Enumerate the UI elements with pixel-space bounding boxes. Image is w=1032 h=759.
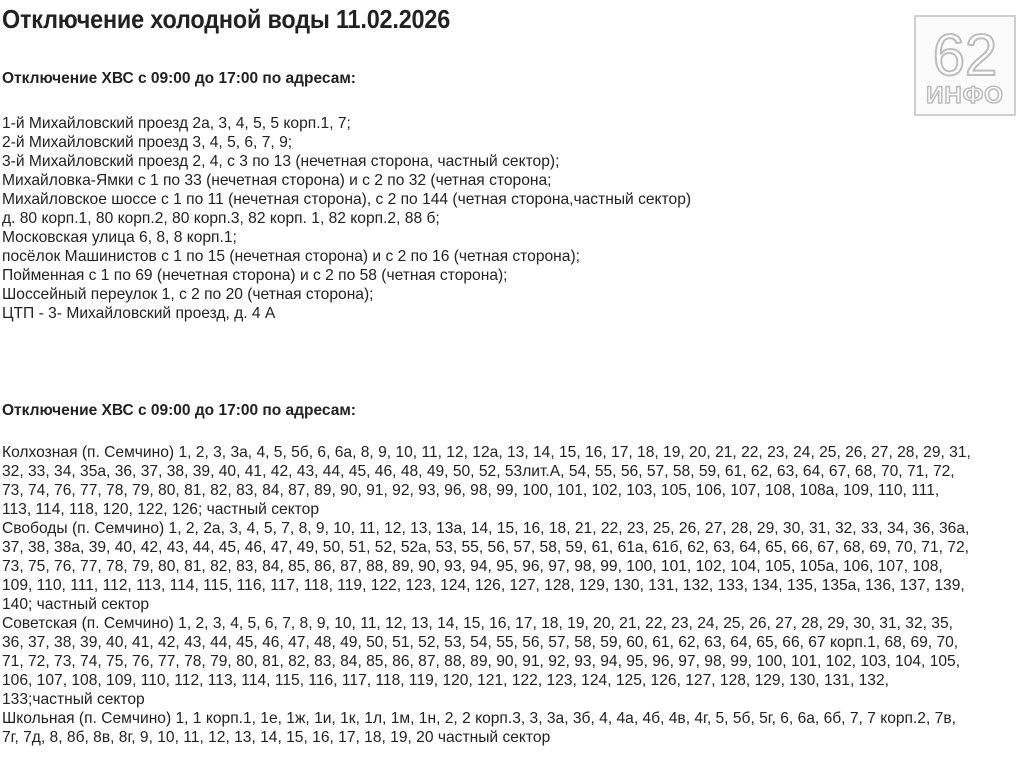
- street-paragraph-kolkhoznaya: Колхозная (п. Семчино) 1, 2, 3, 3а, 4, 5, 5б, 6, 6а, 8, 9, 10, 11, 12, 12а, 13, 14, 15, 16, 17, 18, 19, 20, 21, 22, 23, 24, 25, 26, 27, 28, 29, 31, 32, 33, 34, 35а, 36, 37, 38, 39, 40, 41, 42, 43, 44, 45, 46, 48, 49, 50, 52, 53лит.А, 54, 55, 56, 57, 58, 59, 61, 62, 63, 64, 67, 68, 70, 71, 72, 73, 74, 76, 77, 78, 79, 80, 81, 82, 83, 84, 87, 89, 90, 91, 92, 93, 96, 98, 99, 100, 101, 102, 103, 105, 106, 107, 108, 108а, 109, 110, 111, 113, 114, 118, 120, 122, 126; частный сектор: [2, 444, 971, 518]
- page-title: Отключение холодной воды 11.02.2026: [2, 4, 451, 34]
- logo-text: ИНФО: [926, 82, 1004, 109]
- section-heading-1: Отключение ХВС с 09:00 до 17:00 по адресам:: [2, 70, 356, 87]
- logo-number: 62: [932, 23, 998, 88]
- address-line: 3-й Михайловский проезд 2, 4, с 3 по 13 (нечетная сторона, частный сектор);: [2, 153, 560, 170]
- section-heading-2: Отключение ХВС с 09:00 до 17:00 по адресам:: [2, 402, 356, 419]
- address-line: Михайловка-Ямки с 1 по 33 (нечетная сторона) и с 2 по 32 (четная сторона;: [2, 172, 552, 189]
- address-line: посёлок Машинистов с 1 по 15 (нечетная сторона) и с 2 по 16 (четная сторона);: [2, 248, 580, 265]
- address-line: Михайловское шоссе с 1 по 11 (нечетная сторона), с 2 по 144 (четная сторона,частный сектор): [2, 191, 692, 208]
- address-line: Шоссейный переулок 1, с 2 по 20 (четная сторона);: [2, 286, 374, 303]
- address-line: Пойменная с 1 по 69 (нечетная сторона) и с 2 по 58 (четная сторона);: [2, 267, 508, 284]
- address-line: Московская улица 6, 8, 8 корп.1;: [2, 229, 237, 246]
- address-list-2: [2, 443, 972, 747]
- street-paragraph-shkolnaya: Школьная (п. Семчино) 1, 1 корп.1, 1е, 1ж, 1и, 1к, 1л, 1м, 1н, 2, 2 корп.3, 3, 3а, 3б, 4, 4а, 4б, 4в, 4г, 5, 5б, 5г, 6, 6а, 6б, 7, 7 корп.2, 7в, 7г, 7д, 8, 8б, 8в, 8г, 9, 10, 11, 12, 13, 14, 15, 16, 17, 18, 19, 20 частный сектор: [2, 710, 956, 746]
- address-line: 2-й Михайловский проезд 3, 4, 5, 6, 7, 9;: [2, 134, 293, 151]
- address-line: ЦТП - 3- Михайловский проезд, д. 4 А: [2, 305, 276, 322]
- street-paragraph-svobody: Свободы (п. Семчино) 1, 2, 2а, 3, 4, 5, 7, 8, 9, 10, 11, 12, 13, 13а, 14, 15, 16, 18, 21, 22, 23, 25, 26, 27, 28, 29, 30, 31, 32, 33, 34, 36, 36а, 37, 38, 38а, 39, 40, 42, 43, 44, 45, 46, 47, 49, 50, 51, 52, 52а, 53, 55, 56, 57, 58, 59, 61, 61а, 61б, 62, 63, 64, 65, 66, 67, 68, 69, 70, 71, 72, 73, 75, 76, 77, 78, 79, 80, 81, 82, 83, 84, 85, 86, 87, 88, 89, 90, 93, 94, 95, 96, 97, 98, 99, 100, 101, 102, 104, 105, 105а, 106, 107, 108, 109, 110, 111, 112, 113, 114, 115, 116, 117, 118, 119, 122, 123, 124, 126, 127, 128, 129, 130, 131, 132, 133, 134, 135, 135а, 136, 137, 139, 140; частный сектор: [2, 520, 970, 613]
- site-logo: [914, 15, 1016, 116]
- address-line: д. 80 корп.1, 80 корп.2, 80 корп.3, 82 корп. 1, 82 корп.2, 88 б;: [2, 210, 440, 227]
- address-list-1: [2, 114, 1002, 323]
- address-line: 1-й Михайловский проезд 2а, 3, 4, 5, 5 корп.1, 7;: [2, 115, 351, 132]
- logo-graphic: [916, 17, 1014, 114]
- street-paragraph-sovetskaya: Советская (п. Семчино) 1, 2, 3, 4, 5, 6, 7, 8, 9, 10, 11, 12, 13, 14, 15, 16, 17, 18, 19, 20, 21, 22, 23, 24, 25, 26, 27, 28, 29, 30, 31, 32, 35, 36, 37, 38, 39, 40, 41, 42, 43, 44, 45, 46, 47, 48, 49, 50, 51, 52, 53, 54, 55, 56, 57, 58, 59, 60, 61, 62, 63, 64, 65, 66, 67 корп.1, 68, 69, 70, 71, 72, 73, 74, 75, 76, 77, 78, 79, 80, 81, 82, 83, 84, 85, 86, 87, 88, 89, 90, 91, 92, 93, 94, 95, 96, 97, 98, 99, 100, 101, 102, 103, 104, 105, 106, 107, 108, 109, 110, 112, 113, 114, 115, 116, 117, 118, 119, 120, 121, 122, 123, 124, 125, 126, 127, 128, 129, 130, 131, 132, 133;частный сектор: [2, 615, 961, 708]
